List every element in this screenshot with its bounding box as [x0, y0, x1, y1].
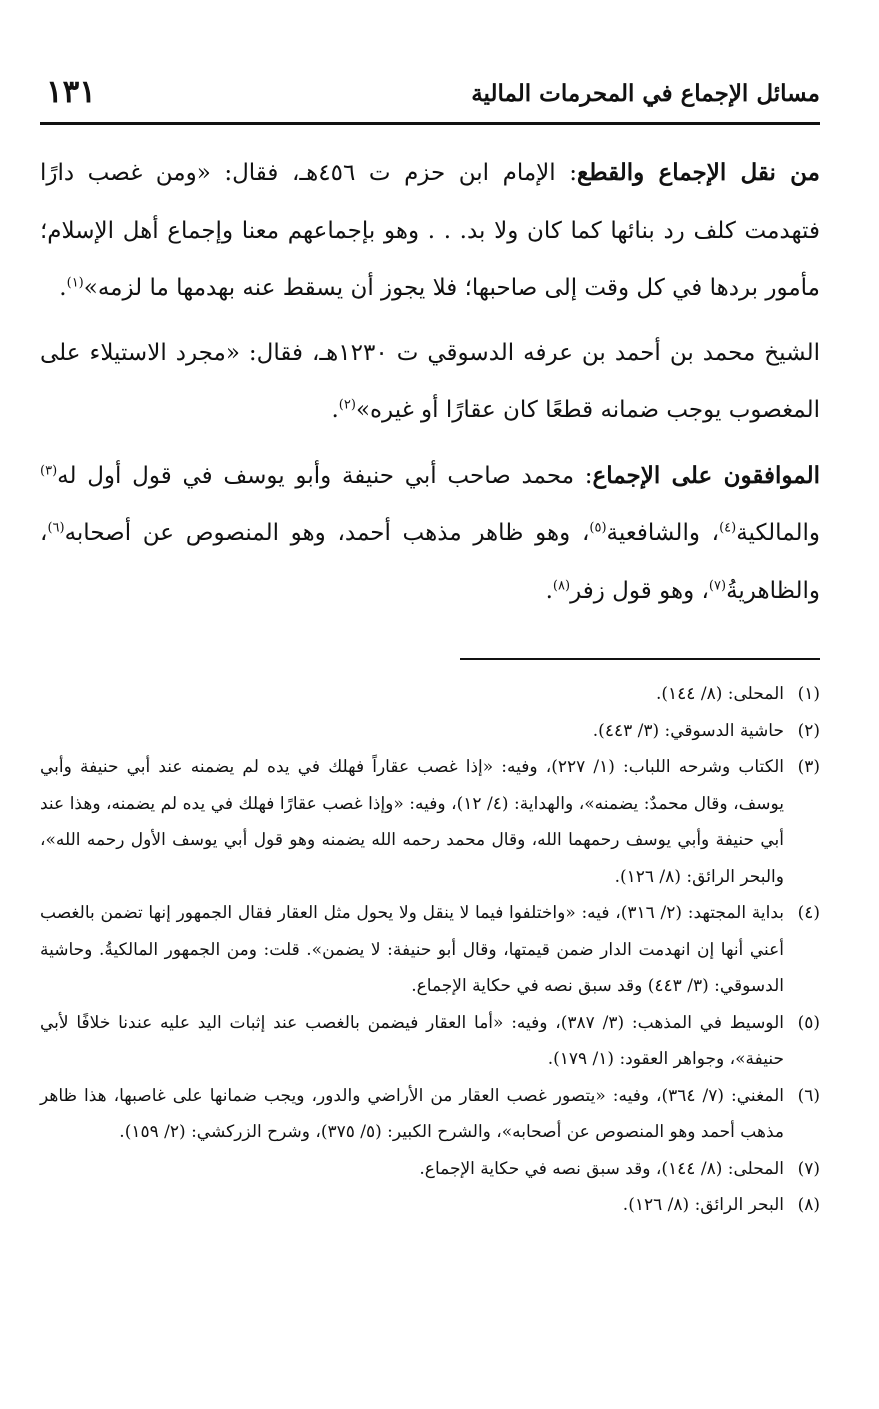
paragraph-3-body-f: ، وهو قول زفر	[570, 577, 709, 604]
paragraph-3-heading: الموافقون على الإجماع	[592, 461, 820, 489]
footnote-5	[40, 1005, 820, 1078]
footnote-number: (٧)	[797, 1158, 820, 1179]
paragraph-2-body: الشيخ محمد بن أحمد بن عرفه الدسوقي ت ١٢٣٠هـ، فقال: «مجرد الاستيلاء على المغصوب يوجب ضمانه قطعًا كان عقارًا أو غيره»	[40, 339, 820, 423]
footnote-text: البحر الرائق: (٨/ ١٢٦).	[622, 1195, 784, 1215]
footnote-7	[40, 1151, 820, 1188]
footnote-separator	[460, 658, 820, 660]
paragraph-2: الشيخ محمد بن أحمد بن عرفه الدسوقي ت ١٢٣٠هـ، فقال: «مجرد الاستيلاء على المغصوب يوجب ضمانه قطعًا كان عقارًا أو غيره»$^{(٢)}$.	[40, 339, 820, 423]
paragraph-3-body-b: والمالكية	[736, 520, 820, 546]
footnotes	[40, 676, 820, 1224]
header-rule	[40, 122, 820, 125]
footnote-ref-3: (٣)	[40, 462, 58, 478]
paragraph-3-body-d: ، وهو ظاهر مذهب أحمد، وهو المنصوص عن أصحابه	[64, 520, 590, 546]
footnote-text: حاشية الدسوقي: (٣/ ٤٤٣).	[592, 720, 784, 741]
paragraph-1-heading: من نقل الإجماع والقطع	[576, 159, 820, 186]
footnote-number: (٨)	[797, 1195, 820, 1215]
footnote-ref-1: (١)	[66, 275, 84, 291]
footnote-8	[40, 1187, 820, 1224]
footnote-3	[40, 749, 820, 895]
footnote-number: (٥)	[797, 1012, 820, 1033]
book-page	[40, 0, 820, 1409]
footnote-number: (٦)	[797, 1085, 820, 1106]
footnote-number: (١)	[797, 684, 820, 704]
footnote-text: الكتاب وشرحه اللباب: (١/ ٢٢٧)، وفيه: «إذا غصب عقاراً فهلك في يده لم يضمنه عند أبي حنيفة وأبي يوسف، وقال محمدٌ: يضمنه»، والهداية: (٤/ ١٢)، وفيه: «وإذا غصب عقارًا فهلك في يده لم يضمنه، وهذا عند أبي حنيفة وأبي يوسف رحمهما الله، وقال محمد رحمه الله يضمنه وهو قول أبي يوسف الأول رحمه الله»، والبحر الرائق: (٨/ ١٢٦).	[40, 757, 784, 887]
paragraph-3-body-c: ، والشافعية	[606, 520, 720, 546]
footnote-ref-2: (٢)	[338, 397, 356, 413]
paragraph-3-body-e: ، والظاهريةُ	[40, 520, 820, 604]
footnote-text: المحلى: (٨/ ١٤٤).	[656, 684, 784, 704]
footnote-1	[40, 676, 820, 713]
footnote-number: (٣)	[797, 757, 820, 777]
footnote-number: (٢)	[797, 720, 820, 741]
paragraph-1: من نقل الإجماع والقطع: الإمام ابن حزم ت ٤٥٦هـ، فقال: «ومن غصب دارًا فتهدمت كلف رد بنائها كما كان ولا بد. . . وهو بإجماعهم معنا وإجماع أهل الإسلام؛ مأمور بردها في كل وقت إلى صاحبها؛ فلا يجوز أن يسقط عنه بهدمها ما لزمه»$^{(١)}$.	[40, 159, 820, 301]
footnote-text: بداية المجتهد: (٢/ ٣١٦)، فيه: «واختلفوا فيما لا ينقل ولا يحول مثل العقار فقال الجمهور إنها تضمن بالغصب أعني أنها إن انهدمت الدار ضمن قيمتها، وقال أبو حنيفة: لا يضمن». قلت: ومن الجمهور المالكيةُ. وحاشية الدسوقي: (٣/ ٤٤٣) وقد سبق نصه في حكاية الإجماع.	[40, 903, 784, 996]
paragraph-3-body-a: : محمد صاحب أبي حنيفة وأبو يوسف في قول أول له	[57, 462, 593, 489]
footnote-ref-4: (٤)	[719, 520, 737, 536]
page-header	[40, 62, 820, 120]
main-text	[40, 144, 820, 627]
footnote-text: المغني: (٧/ ٣٦٤)، وفيه: «يتصور غصب العقار من الأراضي والدور، ويجب ضمانها على غاصبها، هذا ظاهر مذهب أحمد وهو المنصوص عن أصحابه»، والشرح الكبير: (٥/ ٣٧٥)، وشرح الزركشي: (٢/ ١٥٩).	[40, 1085, 784, 1142]
footnote-6	[40, 1078, 820, 1151]
paragraph-3	[40, 447, 820, 621]
footnote-ref-8: (٨)	[552, 577, 571, 593]
footnote-4	[40, 895, 820, 1005]
paragraph-1-body: : الإمام ابن حزم ت ٤٥٦هـ، فقال: «ومن غصب دارًا فتهدمت كلف رد بنائها كما كان ولا بد. . . وهو بإجماعهم معنا وإجماع أهل الإسلام؛ مأمور بردها في كل وقت إلى صاحبها؛ فلا يجوز أن يسقط عنه بهدمها ما لزمه»	[40, 160, 820, 301]
footnote-ref-7: (٧)	[708, 577, 727, 593]
paragraph-3-end: .	[545, 577, 553, 604]
footnote-text: المحلى: (٨/ ١٤٤)، وقد سبق نصه في حكاية الإجماع.	[419, 1158, 784, 1179]
footnote-ref-5: (٥)	[589, 520, 607, 536]
page-number: ١٣١	[46, 74, 96, 110]
footnote-text: الوسيط في المذهب: (٣/ ٣٨٧)، وفيه: «أما العقار فيضمن بالغصب عند إثبات اليد عليه عندنا خلافًا لأبي حنيفة»، وجواهر العقود: (١/ ١٧٩).	[40, 1012, 784, 1069]
footnote-ref-6: (٦)	[47, 520, 65, 536]
footnote-2	[40, 713, 820, 750]
footnote-number: (٤)	[797, 903, 820, 923]
running-title: مسائل الإجماع في المحرمات المالية	[471, 80, 820, 107]
